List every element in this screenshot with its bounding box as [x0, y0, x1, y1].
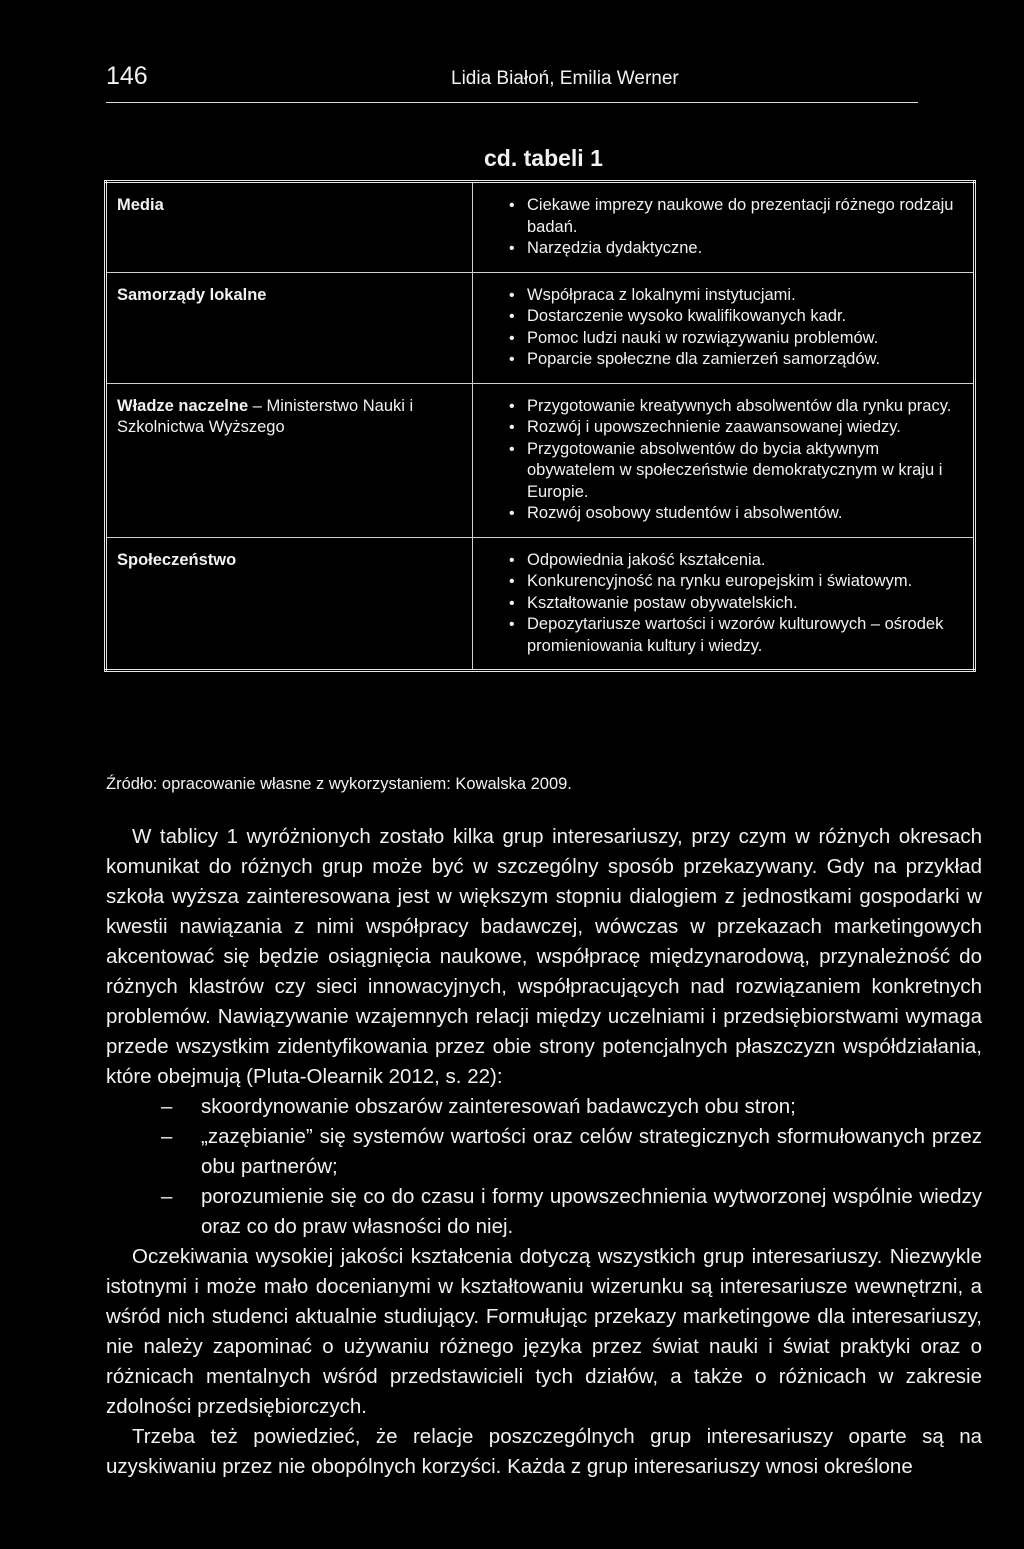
expectation-item: • Poparcie społeczne dla zamierzeń samorządów.: [509, 349, 965, 371]
stakeholder-group-cell: [106, 537, 473, 671]
expectation-item: • Odpowiednia jakość kształcenia.: [509, 550, 965, 572]
paragraph-3: Trzeba też powiedzieć, że relacje poszczególnych grup interesariuszy oparte są na uzyskiwaniu przez nie obopólnych korzyści. Każda z grup interesariuszy wnosi określone: [106, 1425, 982, 1478]
expectation-item: • Współpraca z lokalnymi instytucjami.: [509, 285, 965, 307]
dash-item: – „zazębianie” się systemów wartości oraz celów strategicznych sformułowanych przez obu partnerów;: [201, 1122, 982, 1182]
table-row: [106, 537, 975, 671]
body-text: [106, 822, 982, 1482]
table-source: Źródło: opracowanie własne z wykorzystaniem: Kowalska 2009.: [106, 775, 572, 793]
expectation-item: • Przygotowanie absolwentów do bycia aktywnym obywatelem w społeczeństwie demokratycznym w kraju i Europie.: [509, 439, 965, 504]
running-head: Lidia Białoń, Emilia Werner: [451, 68, 679, 89]
expectation-item: • Rozwój i upowszechnienie zaawansowanej wiedzy.: [509, 417, 965, 439]
paragraph-2: Oczekiwania wysokiej jakości kształcenia dotyczą wszystkich grup interesariuszy. Niezwykle istotnymi i może mało docenianymi w kształtowaniu wizerunku są interesariusze wewnętrzni, a wśród nich studenci aktualnie studiujący. Formułując przekazy marketingowe dla interesariuszy, nie należy zapominać o używaniu różnego języka przez świat nauki i świat praktyki oraz o różnicach mentalnych wśród przedstawicieli tych działów, a także o różnicach w zakresie zdolności przedsiębiorczych.: [106, 1245, 982, 1418]
stakeholder-table-body: [106, 182, 975, 671]
expectation-item: • Przygotowanie kreatywnych absolwentów dla rynku pracy.: [509, 396, 965, 418]
expectations-cell: [473, 537, 975, 671]
stakeholder-group-name: Władze naczelne: [117, 396, 249, 415]
expectation-item: • Konkurencyjność na rynku europejskim i światowym.: [509, 571, 965, 593]
stakeholder-group-detail: – Ministerstwo Nauki i Szkolnictwa Wyższego: [117, 396, 414, 436]
table-caption: cd. tabeli 1: [484, 145, 603, 171]
dash-item: – skoordynowanie obszarów zainteresowań badawczych obu stron;: [201, 1092, 982, 1122]
expectation-item: • Rozwój osobowy studentów i absolwentów.: [509, 503, 965, 525]
expectation-item: • Ciekawe imprezy naukowe do prezentacji różnego rodzaju badań.: [509, 195, 965, 238]
expectation-item: • Depozytariusze wartości i wzorów kulturowych – ośrodek promieniowania kultury i wiedzy.: [509, 614, 965, 657]
page-number: 146: [106, 62, 148, 90]
stakeholder-group-cell: [106, 383, 473, 537]
expectations-list: [509, 195, 965, 260]
expectation-item: • Kształtowanie postaw obywatelskich.: [509, 593, 965, 615]
paragraph-1: W tablicy 1 wyróżnionych zostało kilka grup interesariuszy, przy czym w różnych okresach komunikat do różnych grup może być w szczególny sposób przekazywany. Gdy na przykład szkoła wyższa zainteresowana jest w większym stopniu dialogiem z jednostkami gospodarki w kwestii nawiązania z nimi współpracy badawczej, wówczas w przekazach marketingowych akcentować się będzie osiągnięcia naukowe, współpracę międzynarodową, przynależność do różnych klastrów czy sieci innowacyjnych, współpracujących nad rozwiązaniem konkretnych problemów. Nawiązywanie wzajemnych relacji między uczelniami i przedsiębiorstwami wymaga przede wszystkim zidentyfikowania przez obie strony potencjalnych płaszczyzn współdziałania, które obejmują (Pluta-Olearnik 2012, s. 22):: [106, 825, 982, 1088]
dash-list: [106, 1092, 982, 1242]
expectations-list: [509, 550, 965, 658]
expectations-cell: [473, 182, 975, 273]
stakeholder-group-cell: [106, 182, 473, 273]
stakeholder-group-cell: [106, 272, 473, 383]
stakeholder-group-name: Media: [117, 196, 164, 214]
expectations-cell: [473, 383, 975, 537]
table-row: [106, 383, 975, 537]
expectation-item: • Dostarczenie wysoko kwalifikowanych kadr.: [509, 306, 965, 328]
expectation-item: • Pomoc ludzi nauki w rozwiązywaniu problemów.: [509, 328, 965, 350]
stakeholder-group-name: Społeczeństwo: [117, 550, 237, 569]
stakeholder-group-name: Samorządy lokalne: [117, 285, 267, 304]
expectations-list: [509, 396, 965, 525]
expectations-list: [509, 285, 965, 371]
dash-item: – porozumienie się co do czasu i formy upowszechnienia wytworzonej wspólnie wiedzy oraz co do praw własności do niej.: [201, 1182, 982, 1242]
expectations-cell: [473, 272, 975, 383]
stakeholder-table: [104, 180, 976, 672]
page-header: [106, 62, 918, 103]
table-row: [106, 272, 975, 383]
table-row: [106, 182, 975, 273]
expectation-item: • Narzędzia dydaktyczne.: [509, 238, 965, 260]
